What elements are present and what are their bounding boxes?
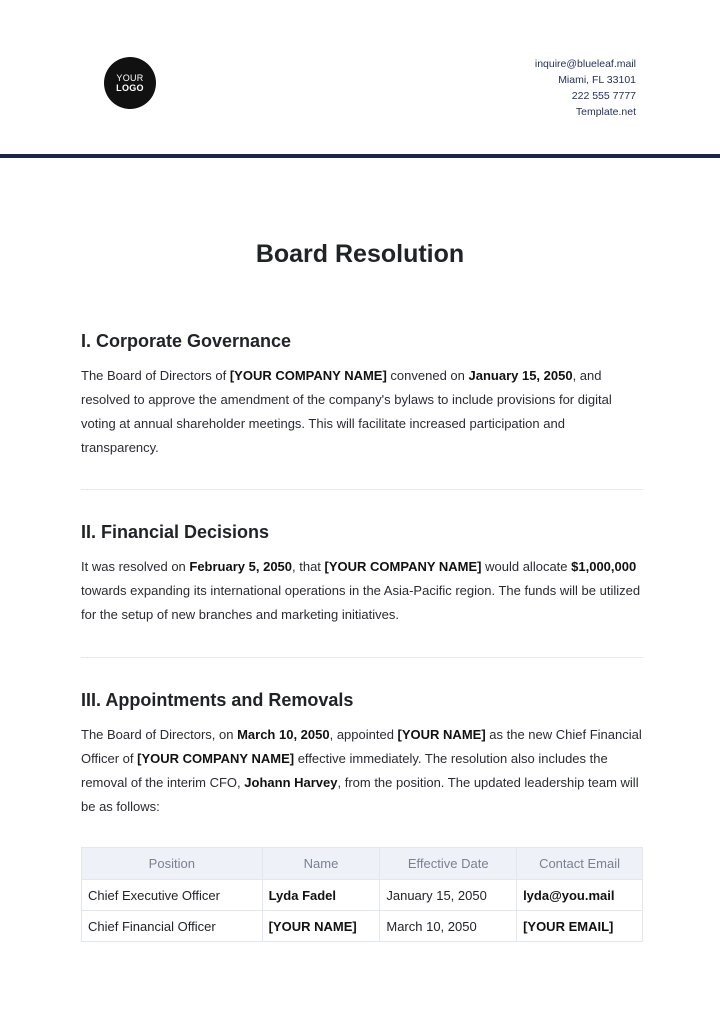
section-paragraph: The Board of Directors, on March 10, 2050, appointed [YOUR NAME] as the new Chief Financial Officer of [YOUR COMPANY NAME] effective immediately. The resolution also includes the removal of the interim CFO, Johann Harvey, from the position. The updated leadership team will be as follows: — [81, 727, 642, 814]
column-header-effective-date: Effective Date — [380, 848, 517, 880]
section-heading: II. Financial Decisions — [81, 522, 270, 542]
cell-position: Chief Financial Officer — [82, 911, 263, 942]
section-divider — [81, 657, 643, 658]
table-row — [82, 880, 643, 911]
cell-name: [YOUR NAME] — [262, 911, 380, 942]
logo-text-line2: LOGO — [116, 83, 144, 93]
company-logo — [104, 57, 156, 109]
cell-contact-email: lyda@you.mail — [517, 880, 643, 911]
cell-position: Chief Executive Officer — [82, 880, 263, 911]
cell-effective-date: March 10, 2050 — [380, 911, 517, 942]
table-row — [82, 911, 643, 942]
contact-website[interactable]: Template.net — [575, 106, 636, 118]
contact-block — [535, 56, 636, 120]
column-header-position: Position — [82, 848, 263, 880]
column-header-contact-email: Contact Email — [517, 848, 643, 880]
cell-name: Lyda Fadel — [262, 880, 380, 911]
leadership-table — [81, 847, 643, 942]
section-appointments-removals — [81, 690, 643, 819]
section-corporate-governance — [81, 331, 643, 460]
section-financial-decisions — [81, 522, 643, 627]
section-paragraph: The Board of Directors of [YOUR COMPANY NAME] convened on January 15, 2050, and resolved to approve the amendment of the company's bylaws to include provisions for digital voting at annual shareholder meetings. This will facilitate increased participation and transparency. — [81, 368, 612, 455]
contact-address: Miami, FL 33101 — [558, 74, 636, 86]
section-heading: I. Corporate Governance — [81, 331, 292, 351]
section-paragraph: It was resolved on February 5, 2050, that [YOUR COMPANY NAME] would allocate $1,000,000 towards expanding its international operations in the Asia-Pacific region. The funds will be utilized for the setup of new branches and marketing initiatives. — [81, 559, 641, 622]
document-title: Board Resolution — [255, 240, 465, 268]
contact-phone: 222 555 7777 — [571, 90, 636, 102]
header-divider — [0, 154, 720, 158]
section-heading: III. Appointments and Removals — [81, 690, 354, 710]
section-divider — [81, 489, 643, 490]
logo-text-line1: YOUR — [116, 73, 144, 83]
cell-effective-date: January 15, 2050 — [380, 880, 517, 911]
cell-contact-email: [YOUR EMAIL] — [517, 911, 643, 942]
column-header-name: Name — [262, 848, 380, 880]
table-header-row — [82, 848, 643, 880]
contact-email[interactable]: inquire@blueleaf.mail — [534, 58, 636, 70]
